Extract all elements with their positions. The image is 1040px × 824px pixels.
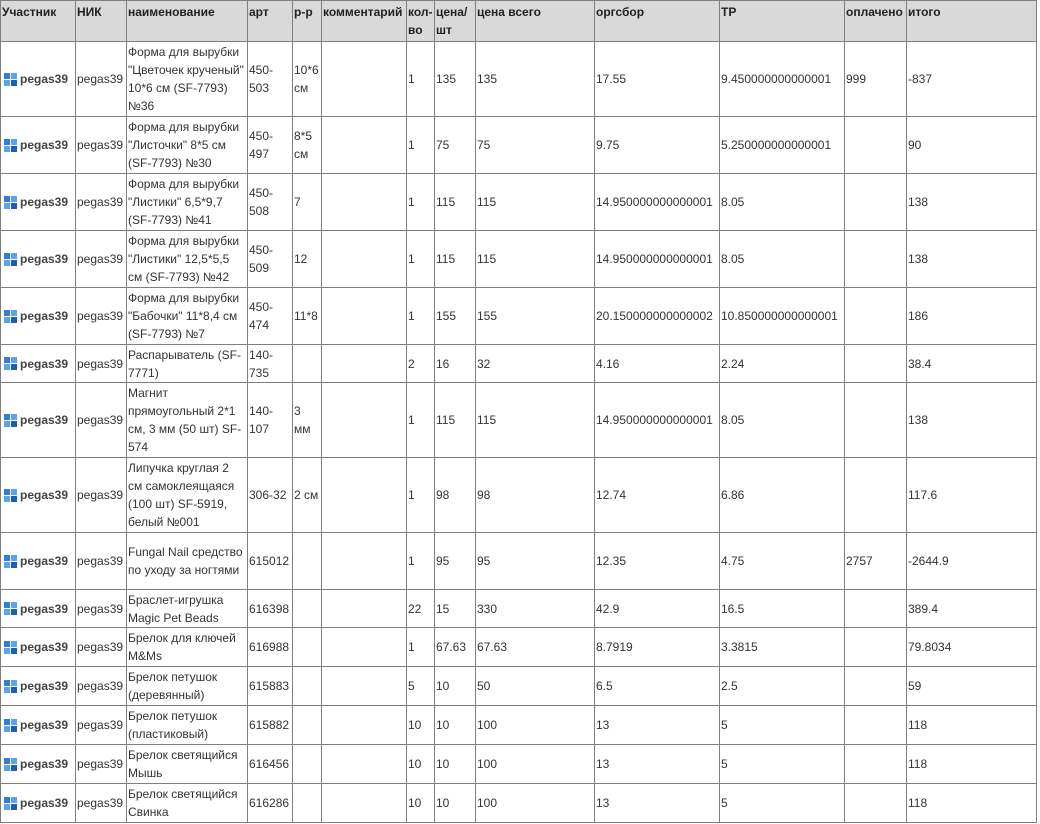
comment-cell	[322, 784, 407, 823]
quantity-cell: 1	[407, 383, 435, 458]
unit-price-cell: 155	[435, 288, 476, 345]
participant-cell[interactable]	[1, 383, 76, 458]
user-icon	[4, 797, 18, 811]
col-header-participant: Участник	[1, 1, 76, 42]
participant-link[interactable]: pegas39	[20, 195, 69, 209]
col-header-paid: оплачено	[845, 1, 907, 42]
size-cell: 10*6 см	[293, 42, 322, 117]
comment-cell	[322, 345, 407, 383]
table-row	[1, 383, 1037, 458]
result-cell: 90	[907, 117, 1037, 174]
nick-cell: pegas39	[76, 383, 127, 458]
table-header-row	[1, 1, 1037, 42]
nick-cell: pegas39	[76, 745, 127, 784]
table-row	[1, 345, 1037, 383]
col-header-name: наименование	[127, 1, 248, 42]
user-icon	[4, 680, 18, 694]
result-cell: 138	[907, 174, 1037, 231]
user-icon	[4, 73, 18, 87]
col-header-result: итого	[907, 1, 1037, 42]
article-cell: 140-107	[248, 383, 293, 458]
size-cell: 7	[293, 174, 322, 231]
unit-price-cell: 16	[435, 345, 476, 383]
quantity-cell: 5	[407, 667, 435, 706]
participant-link[interactable]: pegas39	[20, 138, 69, 152]
unit-price-cell: 115	[435, 231, 476, 288]
nick-cell: pegas39	[76, 667, 127, 706]
participant-link[interactable]: pegas39	[20, 679, 69, 693]
user-icon	[4, 357, 18, 371]
item-name-cell: Форма для вырубки "Листики" 6,5*9,7 (SF-7793) №41	[127, 174, 248, 231]
nick-cell: pegas39	[76, 345, 127, 383]
col-header-comment: комментарий	[322, 1, 407, 42]
item-name-cell: Брелок для ключей M&Ms	[127, 628, 248, 667]
participant-cell[interactable]	[1, 174, 76, 231]
paid-cell	[845, 288, 907, 345]
size-cell	[293, 345, 322, 383]
size-cell: 3 мм	[293, 383, 322, 458]
tr-cell: 5	[720, 784, 845, 823]
table-row	[1, 745, 1037, 784]
size-cell	[293, 533, 322, 590]
article-cell: 140-735	[248, 345, 293, 383]
total-price-cell: 32	[476, 345, 595, 383]
participant-cell[interactable]	[1, 784, 76, 823]
article-cell: 615012	[248, 533, 293, 590]
unit-price-cell: 15	[435, 590, 476, 628]
user-icon	[4, 555, 18, 569]
result-cell: 38.4	[907, 345, 1037, 383]
user-icon	[4, 253, 18, 267]
article-cell: 306-32	[248, 458, 293, 533]
paid-cell: 2757	[845, 533, 907, 590]
quantity-cell: 1	[407, 288, 435, 345]
participant-link[interactable]: pegas39	[20, 309, 69, 323]
table-row	[1, 533, 1037, 590]
result-cell: 79.8034	[907, 628, 1037, 667]
quantity-cell: 10	[407, 784, 435, 823]
org-fee-cell: 12.35	[595, 533, 720, 590]
user-icon	[4, 641, 18, 655]
total-price-cell: 115	[476, 231, 595, 288]
col-header-org-fee: оргсбор	[595, 1, 720, 42]
nick-cell: pegas39	[76, 590, 127, 628]
total-price-cell: 100	[476, 706, 595, 745]
org-fee-cell: 9.75	[595, 117, 720, 174]
item-name-cell: Форма для вырубки "Листочки" 8*5 см (SF-7793) №30	[127, 117, 248, 174]
item-name-cell: Брелок светящийся Мышь	[127, 745, 248, 784]
org-fee-cell: 8.7919	[595, 628, 720, 667]
nick-cell: pegas39	[76, 533, 127, 590]
participant-link[interactable]: pegas39	[20, 640, 69, 654]
article-cell: 450-474	[248, 288, 293, 345]
quantity-cell: 1	[407, 533, 435, 590]
paid-cell	[845, 590, 907, 628]
user-icon	[4, 489, 18, 503]
user-icon	[4, 414, 18, 428]
tr-cell: 10.850000000000001	[720, 288, 845, 345]
nick-cell: pegas39	[76, 628, 127, 667]
article-cell: 616456	[248, 745, 293, 784]
tr-cell: 8.05	[720, 383, 845, 458]
table-row	[1, 117, 1037, 174]
comment-cell	[322, 628, 407, 667]
unit-price-cell: 10	[435, 745, 476, 784]
size-cell: 11*8	[293, 288, 322, 345]
size-cell	[293, 667, 322, 706]
participant-cell[interactable]	[1, 288, 76, 345]
table-row	[1, 784, 1037, 823]
quantity-cell: 1	[407, 117, 435, 174]
comment-cell	[322, 42, 407, 117]
col-header-qty: кол-во	[407, 1, 435, 42]
participant-link[interactable]: pegas39	[20, 488, 69, 502]
participant-cell[interactable]	[1, 745, 76, 784]
org-fee-cell: 13	[595, 745, 720, 784]
col-header-size: р-р	[293, 1, 322, 42]
participant-link[interactable]: pegas39	[20, 413, 69, 427]
total-price-cell: 75	[476, 117, 595, 174]
article-cell: 616988	[248, 628, 293, 667]
quantity-cell: 1	[407, 231, 435, 288]
paid-cell	[845, 628, 907, 667]
item-name-cell: Распарыватель (SF-7771)	[127, 345, 248, 383]
paid-cell	[845, 745, 907, 784]
tr-cell: 8.05	[720, 231, 845, 288]
participant-link[interactable]: pegas39	[20, 252, 69, 266]
total-price-cell: 100	[476, 745, 595, 784]
participant-link[interactable]: pegas39	[20, 554, 69, 568]
quantity-cell: 1	[407, 458, 435, 533]
paid-cell: 999	[845, 42, 907, 117]
tr-cell: 5	[720, 706, 845, 745]
total-price-cell: 135	[476, 42, 595, 117]
unit-price-cell: 10	[435, 784, 476, 823]
paid-cell	[845, 345, 907, 383]
item-name-cell: Браслет-игрушка Magic Pet Beads	[127, 590, 248, 628]
comment-cell	[322, 745, 407, 784]
quantity-cell: 10	[407, 745, 435, 784]
comment-cell	[322, 667, 407, 706]
org-fee-cell: 14.950000000000001	[595, 231, 720, 288]
quantity-cell: 1	[407, 174, 435, 231]
quantity-cell: 1	[407, 42, 435, 117]
paid-cell	[845, 706, 907, 745]
table-row	[1, 667, 1037, 706]
size-cell: 2 см	[293, 458, 322, 533]
table-row	[1, 628, 1037, 667]
table-row	[1, 288, 1037, 345]
user-icon	[4, 758, 18, 772]
comment-cell	[322, 458, 407, 533]
article-cell: 450-508	[248, 174, 293, 231]
participant-cell[interactable]	[1, 706, 76, 745]
comment-cell	[322, 590, 407, 628]
total-price-cell: 115	[476, 383, 595, 458]
item-name-cell: Брелок петушок (деревянный)	[127, 667, 248, 706]
total-price-cell: 50	[476, 667, 595, 706]
comment-cell	[322, 383, 407, 458]
col-header-art: арт	[248, 1, 293, 42]
org-fee-cell: 42.9	[595, 590, 720, 628]
size-cell	[293, 706, 322, 745]
item-name-cell: Липучка круглая 2 см самоклеящаяся (100 шт) SF-5919, белый №001	[127, 458, 248, 533]
total-price-cell: 330	[476, 590, 595, 628]
unit-price-cell: 67.63	[435, 628, 476, 667]
result-cell: 389.4	[907, 590, 1037, 628]
org-fee-cell: 4.16	[595, 345, 720, 383]
participant-link[interactable]: pegas39	[20, 601, 69, 616]
total-price-cell: 100	[476, 784, 595, 823]
paid-cell	[845, 174, 907, 231]
table-row	[1, 174, 1037, 231]
org-fee-cell: 20.150000000000002	[595, 288, 720, 345]
org-fee-cell: 12.74	[595, 458, 720, 533]
org-fee-cell: 14.950000000000001	[595, 174, 720, 231]
participant-link[interactable]: pegas39	[20, 356, 69, 371]
participant-cell[interactable]	[1, 458, 76, 533]
size-cell: 8*5 см	[293, 117, 322, 174]
tr-cell: 4.75	[720, 533, 845, 590]
comment-cell	[322, 231, 407, 288]
size-cell	[293, 745, 322, 784]
paid-cell	[845, 667, 907, 706]
table-row	[1, 231, 1037, 288]
article-cell: 616286	[248, 784, 293, 823]
tr-cell: 9.450000000000001	[720, 42, 845, 117]
unit-price-cell: 115	[435, 174, 476, 231]
tr-cell: 16.5	[720, 590, 845, 628]
size-cell: 12	[293, 231, 322, 288]
tr-cell: 8.05	[720, 174, 845, 231]
comment-cell	[322, 288, 407, 345]
result-cell: 138	[907, 231, 1037, 288]
unit-price-cell: 95	[435, 533, 476, 590]
total-price-cell: 115	[476, 174, 595, 231]
paid-cell	[845, 231, 907, 288]
item-name-cell: Форма для вырубки "Листики" 12,5*5,5 см (SF-7793) №42	[127, 231, 248, 288]
tr-cell: 6.86	[720, 458, 845, 533]
participant-cell[interactable]	[1, 590, 76, 628]
unit-price-cell: 115	[435, 383, 476, 458]
size-cell	[293, 784, 322, 823]
participant-link[interactable]: pegas39	[20, 757, 69, 771]
org-fee-cell: 13	[595, 706, 720, 745]
unit-price-cell: 135	[435, 42, 476, 117]
quantity-cell: 2	[407, 345, 435, 383]
item-name-cell: Fungal Nail средство по уходу за ногтями	[127, 533, 248, 590]
size-cell	[293, 590, 322, 628]
article-cell: 616398	[248, 590, 293, 628]
result-cell: 138	[907, 383, 1037, 458]
nick-cell: pegas39	[76, 117, 127, 174]
participant-cell[interactable]	[1, 42, 76, 117]
org-fee-cell: 14.950000000000001	[595, 383, 720, 458]
tr-cell: 2.24	[720, 345, 845, 383]
article-cell: 615883	[248, 667, 293, 706]
unit-price-cell: 75	[435, 117, 476, 174]
tr-cell: 5.250000000000001	[720, 117, 845, 174]
item-name-cell: Брелок петушок (пластиковый)	[127, 706, 248, 745]
tr-cell: 5	[720, 745, 845, 784]
unit-price-cell: 98	[435, 458, 476, 533]
total-price-cell: 95	[476, 533, 595, 590]
participant-link[interactable]: pegas39	[20, 72, 69, 86]
org-fee-cell: 17.55	[595, 42, 720, 117]
participant-link[interactable]: pegas39	[20, 796, 69, 810]
nick-cell: pegas39	[76, 42, 127, 117]
tr-cell: 2.5	[720, 667, 845, 706]
item-name-cell: Магнит прямоугольный 2*1 см, 3 мм (50 шт) SF-574	[127, 383, 248, 458]
result-cell: 117.6	[907, 458, 1037, 533]
paid-cell	[845, 458, 907, 533]
article-cell: 615882	[248, 706, 293, 745]
item-name-cell: Брелок светящийся Свинка	[127, 784, 248, 823]
table-row	[1, 590, 1037, 628]
user-icon	[4, 196, 18, 210]
user-icon	[4, 310, 18, 324]
col-header-nick: НИК	[76, 1, 127, 42]
comment-cell	[322, 706, 407, 745]
nick-cell: pegas39	[76, 706, 127, 745]
nick-cell: pegas39	[76, 458, 127, 533]
participant-cell[interactable]	[1, 345, 76, 383]
col-header-price: цена/шт	[435, 1, 476, 42]
tr-cell: 3.3815	[720, 628, 845, 667]
paid-cell	[845, 784, 907, 823]
quantity-cell: 10	[407, 706, 435, 745]
participant-cell[interactable]	[1, 667, 76, 706]
unit-price-cell: 10	[435, 706, 476, 745]
size-cell	[293, 628, 322, 667]
user-icon	[4, 602, 18, 616]
quantity-cell: 1	[407, 628, 435, 667]
item-name-cell: Форма для вырубки "Цветочек крученый" 10*6 см (SF-7793) №36	[127, 42, 248, 117]
article-cell: 450-503	[248, 42, 293, 117]
paid-cell	[845, 117, 907, 174]
comment-cell	[322, 533, 407, 590]
result-cell: 118	[907, 784, 1037, 823]
article-cell: 450-509	[248, 231, 293, 288]
table-row	[1, 458, 1037, 533]
unit-price-cell: 10	[435, 667, 476, 706]
result-cell: 186	[907, 288, 1037, 345]
participant-cell[interactable]	[1, 533, 76, 590]
result-cell: 118	[907, 706, 1037, 745]
total-price-cell: 155	[476, 288, 595, 345]
col-header-tr: ТР	[720, 1, 845, 42]
org-fee-cell: 6.5	[595, 667, 720, 706]
nick-cell: pegas39	[76, 174, 127, 231]
nick-cell: pegas39	[76, 288, 127, 345]
participant-cell[interactable]	[1, 117, 76, 174]
col-header-total-price: цена всего	[476, 1, 595, 42]
quantity-cell: 22	[407, 590, 435, 628]
total-price-cell: 67.63	[476, 628, 595, 667]
article-cell: 450-497	[248, 117, 293, 174]
table-row	[1, 706, 1037, 745]
comment-cell	[322, 117, 407, 174]
table-row	[1, 42, 1037, 117]
result-cell: -837	[907, 42, 1037, 117]
nick-cell: pegas39	[76, 784, 127, 823]
nick-cell: pegas39	[76, 231, 127, 288]
user-icon	[4, 719, 18, 733]
item-name-cell: Форма для вырубки "Бабочки" 11*8,4 см (SF-7793) №7	[127, 288, 248, 345]
participant-cell[interactable]	[1, 231, 76, 288]
paid-cell	[845, 383, 907, 458]
org-fee-cell: 13	[595, 784, 720, 823]
comment-cell	[322, 174, 407, 231]
result-cell: 118	[907, 745, 1037, 784]
participant-link[interactable]: pegas39	[20, 718, 69, 732]
total-price-cell: 98	[476, 458, 595, 533]
user-icon	[4, 139, 18, 153]
result-cell: 59	[907, 667, 1037, 706]
result-cell: -2644.9	[907, 533, 1037, 590]
participant-cell[interactable]	[1, 628, 76, 667]
